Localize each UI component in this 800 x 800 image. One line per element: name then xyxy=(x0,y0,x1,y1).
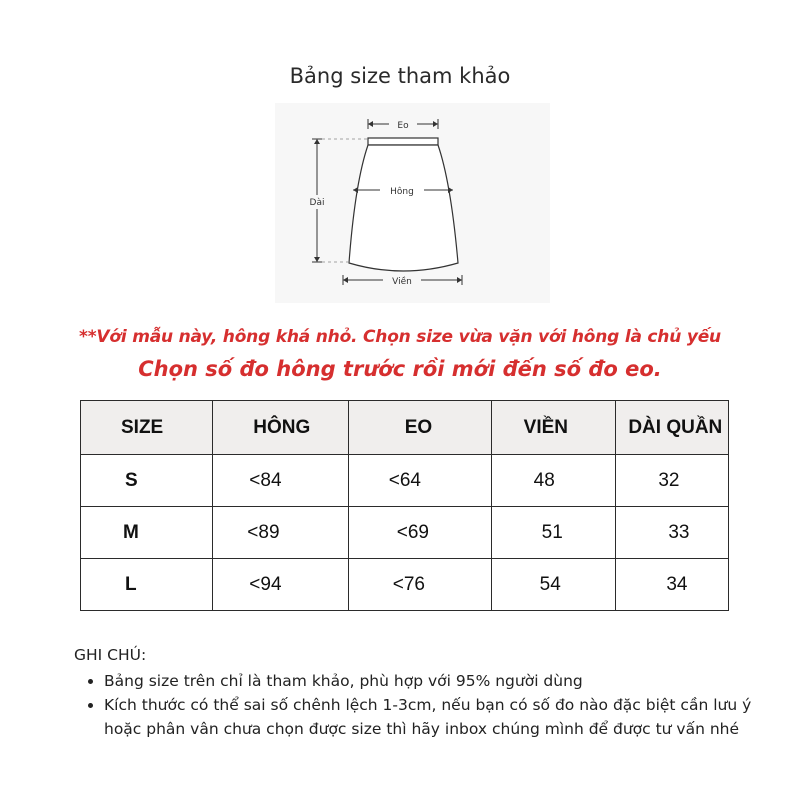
header-size: SIZE xyxy=(81,401,213,455)
hem-cell: 48 xyxy=(491,455,616,507)
size-table xyxy=(80,400,729,611)
waist-cell: <76 xyxy=(348,559,491,611)
table-row xyxy=(81,507,729,559)
hip-cell: <94 xyxy=(213,559,348,611)
fit-note-measure-order: Chọn số đo hông trước rồi mới đến số đo eo. xyxy=(138,357,662,381)
size-cell: L xyxy=(81,559,213,611)
hip-cell: <89 xyxy=(213,507,348,559)
length-label: Dài xyxy=(309,198,325,208)
hem-label: Viền xyxy=(392,277,412,287)
notes-section xyxy=(74,643,754,741)
notes-list xyxy=(74,669,754,741)
size-cell: M xyxy=(81,507,213,559)
notes-heading: GHI CHÚ: xyxy=(74,646,147,664)
hip-cell: <84 xyxy=(213,455,348,507)
hem-cell: 54 xyxy=(491,559,616,611)
hip-label: Hông xyxy=(390,187,414,197)
skirt-measurement-diagram xyxy=(275,103,550,303)
length-cell: 34 xyxy=(616,559,729,611)
waist-label: Eo xyxy=(397,121,409,131)
skirt-body-shape xyxy=(349,145,458,271)
header-hip: HÔNG xyxy=(213,401,348,455)
waist-cell: <69 xyxy=(348,507,491,559)
fit-note-hip: **Với mẫu này, hông khá nhỏ. Chọn size vừa vặn với hông là chủ yếu xyxy=(79,327,721,347)
length-cell: 32 xyxy=(616,455,729,507)
length-cell: 33 xyxy=(616,507,729,559)
note-item: • Bảng size trên chỉ là tham khảo, phù hợp với 95% người dùng xyxy=(104,669,754,693)
hem-cell: 51 xyxy=(491,507,616,559)
table-row xyxy=(81,559,729,611)
waist-cell: <64 xyxy=(348,455,491,507)
page-title: Bảng size tham khảo xyxy=(289,64,511,88)
header-length: DÀI QUẦN xyxy=(616,401,729,455)
note-item: • Kích thước có thể sai số chênh lệch 1-3cm, nếu bạn có số đo nào đặc biệt cần lưu ý hoặc phân vân chưa chọn được size thì hãy inbox chúng mình để được tư vấn nhé xyxy=(104,693,754,741)
size-cell: S xyxy=(81,455,213,507)
size-table-header xyxy=(81,401,729,455)
skirt-waistband-shape xyxy=(368,138,438,145)
header-hem: VIỀN xyxy=(491,401,616,455)
table-row xyxy=(81,455,729,507)
header-waist: EO xyxy=(348,401,491,455)
